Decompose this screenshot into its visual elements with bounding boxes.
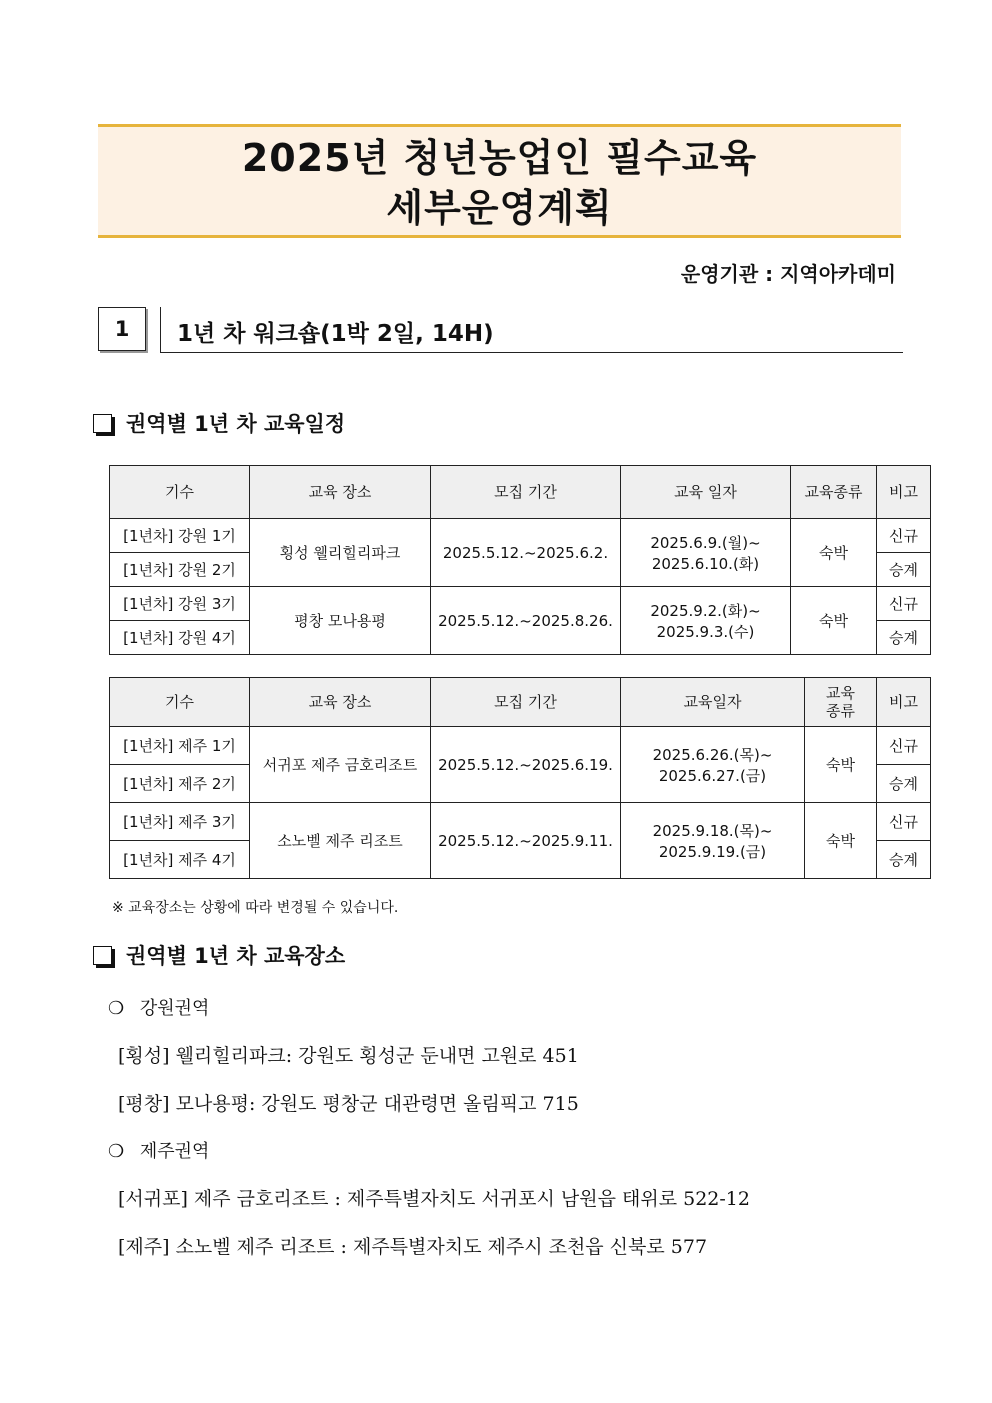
date-cell [621,803,805,879]
header-type: 교육종류 [791,466,877,519]
schedule-heading [93,408,345,438]
header-type [805,678,877,727]
cohort-cell: [1년차] 제주 2기 [110,765,250,803]
table-row [110,519,931,553]
header-note: 비고 [877,678,931,727]
type-cell: 숙박 [805,727,877,803]
header-place: 교육 장소 [250,466,431,519]
date-cell [621,519,791,587]
note-cell: 신규 [877,519,931,553]
type-cell: 숙박 [791,519,877,587]
note-cell: 신규 [877,587,931,621]
cohort-cell: [1년차] 강원 3기 [110,587,250,621]
circle-bullet-icon: ❍ [108,998,125,1019]
region-name: 강원권역 [139,998,210,1019]
header-period: 모집 기간 [431,466,621,519]
note-cell: 신규 [877,803,931,841]
note-cell: 승계 [877,621,931,655]
header-date: 교육 일자 [621,466,791,519]
section-number-box: 1 [98,307,146,351]
cohort-cell: [1년차] 제주 4기 [110,841,250,879]
venues-heading-text: 권역별 1년 차 교육장소 [126,944,346,968]
table-row [110,803,931,841]
place-cell: 소노벨 제주 리조트 [250,803,431,879]
checkbox-square-icon [93,946,112,965]
period-cell: 2025.5.12.~2025.9.11. [431,803,621,879]
venues-heading [93,940,345,970]
header-cohort: 기수 [110,466,250,519]
note-cell: 승계 [877,841,931,879]
venue-address: [서귀포] 제주 금호리조트 : 제주특별자치도 서귀포시 남원읍 태위로 522-12 [118,1188,750,1210]
date-start: 2025.9.18.(목)~ [652,821,773,840]
table-header-row [110,678,931,727]
note-cell: 승계 [877,553,931,587]
date-cell [621,587,791,655]
header-place: 교육 장소 [250,678,431,727]
cohort-cell: [1년차] 강원 4기 [110,621,250,655]
date-end: 2025.9.3.(수) [656,622,755,641]
cohort-cell: [1년차] 강원 2기 [110,553,250,587]
date-end: 2025.9.19.(금) [658,842,767,861]
document-title-line-1: 2025년 청년농업인 필수교육 [241,136,758,180]
region-name: 제주권역 [139,1141,210,1162]
place-cell: 횡성 웰리힐리파크 [250,519,431,587]
cohort-cell: [1년차] 제주 1기 [110,727,250,765]
header-cohort: 기수 [110,678,250,727]
cohort-cell: [1년차] 강원 1기 [110,519,250,553]
region-gangwon [108,994,209,1020]
header-note: 비고 [877,466,931,519]
venue-address: [제주] 소노벨 제주 리조트 : 제주특별자치도 제주시 조천읍 신북로 577 [118,1236,708,1258]
gangwon-schedule-table [109,465,931,655]
header-type-line-2: 종류 [826,702,855,720]
checkbox-square-icon [93,414,112,433]
document-title-box [98,124,901,238]
venue-address: [평창] 모나용평: 강원도 평창군 대관령면 올림픽고 715 [118,1093,579,1115]
region-jeju [108,1137,209,1163]
schedule-heading-text: 권역별 1년 차 교육일정 [126,412,346,436]
schedule-footnote: ※ 교육장소는 상황에 따라 변경될 수 있습니다. [112,900,399,916]
document-title-line-2: 세부운영계획 [386,186,613,230]
date-start: 2025.6.9.(월)~ [650,533,761,552]
date-start: 2025.6.26.(목)~ [652,745,773,764]
header-date: 교육일자 [621,678,805,727]
section-title: 1년 차 워크숍(1박 2일, 14H) [177,321,494,347]
table-header-row [110,466,931,519]
table-row [110,727,931,765]
header-type-line-1: 교육 [826,684,855,702]
jeju-schedule-table [109,677,931,879]
period-cell: 2025.5.12.~2025.6.19. [431,727,621,803]
type-cell: 숙박 [791,587,877,655]
type-cell: 숙박 [805,803,877,879]
organizer-label: 운영기관 : 지역아카데미 [680,262,896,286]
date-start: 2025.9.2.(화)~ [650,601,761,620]
date-end: 2025.6.27.(금) [658,766,767,785]
header-period: 모집 기간 [431,678,621,727]
place-cell: 서귀포 제주 금호리조트 [250,727,431,803]
venue-address: [횡성] 웰리힐리파크: 강원도 횡성군 둔내면 고원로 451 [118,1045,579,1067]
date-end: 2025.6.10.(화) [651,554,760,573]
table-row [110,587,931,621]
note-cell: 신규 [877,727,931,765]
note-cell: 승계 [877,765,931,803]
period-cell: 2025.5.12.~2025.6.2. [431,519,621,587]
section-title-bar [160,307,903,353]
circle-bullet-icon: ❍ [108,1141,125,1162]
cohort-cell: [1년차] 제주 3기 [110,803,250,841]
date-cell [621,727,805,803]
period-cell: 2025.5.12.~2025.8.26. [431,587,621,655]
place-cell: 평창 모나용평 [250,587,431,655]
